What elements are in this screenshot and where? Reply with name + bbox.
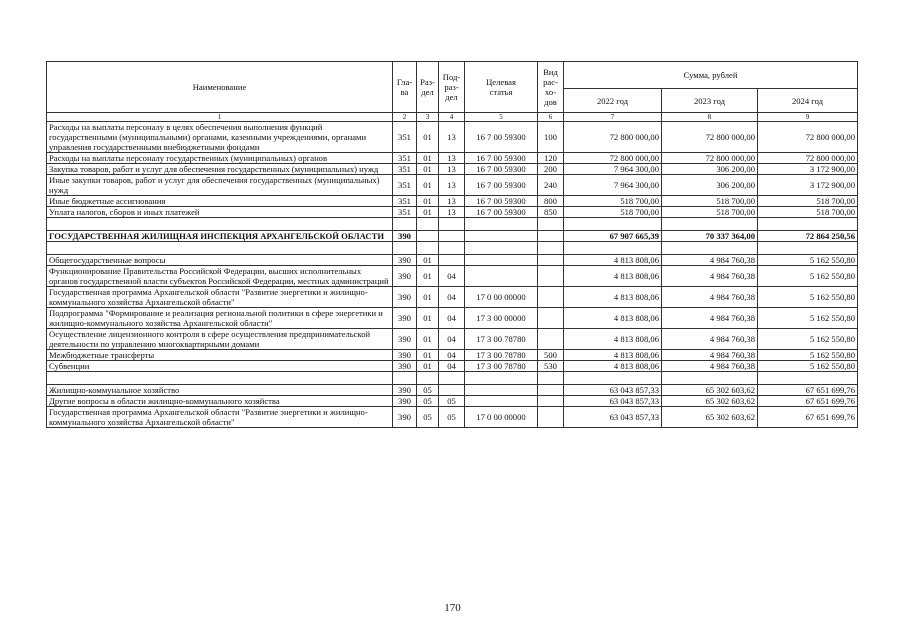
- cell-gl: 390: [393, 350, 417, 361]
- cell-gl: 351: [393, 196, 417, 207]
- cell-y2: 4 984 760,38: [662, 255, 758, 266]
- cell-y2: 65 302 603,62: [662, 396, 758, 407]
- cell-y2: 72 800 000,00: [662, 122, 758, 153]
- cell-pr: 05: [439, 396, 465, 407]
- cell-vr: [538, 287, 564, 308]
- cell-pr: [439, 231, 465, 242]
- cell-cs: 16 7 00 59300: [465, 153, 538, 164]
- cell-y2: 306 200,00: [662, 175, 758, 196]
- cell-y3: 5 162 550,80: [758, 255, 858, 266]
- column-index: 3: [417, 113, 439, 122]
- cell-cs: [465, 372, 538, 385]
- table-row: [47, 266, 858, 287]
- column-index: 5: [465, 113, 538, 122]
- cell-rz: 01: [417, 329, 439, 350]
- cell-name: [47, 372, 393, 385]
- cell-pr: [439, 372, 465, 385]
- cell-name: Другие вопросы в области жилищно-коммунального хозяйства: [47, 396, 393, 407]
- table-row: [47, 164, 858, 175]
- cell-name: [47, 242, 393, 255]
- cell-gl: 390: [393, 361, 417, 372]
- budget-table: [46, 61, 858, 428]
- cell-y2: 65 302 603,62: [662, 385, 758, 396]
- header-year-2024: 2024 год: [758, 89, 858, 113]
- column-index: 2: [393, 113, 417, 122]
- table-row: [47, 196, 858, 207]
- cell-cs: [465, 266, 538, 287]
- cell-vr: 530: [538, 361, 564, 372]
- cell-cs: 16 7 00 59300: [465, 164, 538, 175]
- cell-cs: [465, 231, 538, 242]
- cell-gl: 390: [393, 308, 417, 329]
- cell-name: Функционирование Правительства Российской Федерации, высших исполнительных органов государственной власти субъектов Российской Федерации, местных администраций: [47, 266, 393, 287]
- cell-name: [47, 218, 393, 231]
- cell-y1: 63 043 857,33: [564, 407, 662, 428]
- cell-gl: [393, 372, 417, 385]
- cell-gl: 351: [393, 122, 417, 153]
- cell-rz: [417, 242, 439, 255]
- table-row: [47, 407, 858, 428]
- header-summa: Сумма, рублей: [564, 62, 858, 89]
- cell-pr: 04: [439, 287, 465, 308]
- cell-y1: [564, 218, 662, 231]
- cell-pr: 05: [439, 407, 465, 428]
- cell-cs: 17 0 00 00000: [465, 407, 538, 428]
- cell-rz: 01: [417, 196, 439, 207]
- cell-y3: 72 800 000,00: [758, 153, 858, 164]
- cell-vr: 100: [538, 122, 564, 153]
- cell-y3: 518 700,00: [758, 207, 858, 218]
- cell-vr: 850: [538, 207, 564, 218]
- cell-name: Уплата налогов, сборов и иных платежей: [47, 207, 393, 218]
- cell-cs: 16 7 00 59300: [465, 122, 538, 153]
- cell-rz: 01: [417, 255, 439, 266]
- cell-vr: 120: [538, 153, 564, 164]
- cell-vr: [538, 407, 564, 428]
- cell-y1: [564, 242, 662, 255]
- cell-vr: 240: [538, 175, 564, 196]
- cell-name: Расходы на выплаты персоналу в целях обеспечения выполнения функций государственными (муниципальными) органами, казенными учреждениями, органами управления государственными внебюджетными фондами: [47, 122, 393, 153]
- cell-cs: [465, 218, 538, 231]
- cell-name: Осуществление лицензионного контроля в сфере осуществления предпринимательской деятельности по управлению многоквартирными домами: [47, 329, 393, 350]
- cell-rz: 01: [417, 287, 439, 308]
- cell-pr: [439, 242, 465, 255]
- cell-y1: 72 800 000,00: [564, 153, 662, 164]
- cell-pr: 04: [439, 361, 465, 372]
- cell-gl: 390: [393, 231, 417, 242]
- table-row: [47, 350, 858, 361]
- cell-y2: 518 700,00: [662, 207, 758, 218]
- cell-rz: 01: [417, 207, 439, 218]
- cell-y2: 4 984 760,38: [662, 361, 758, 372]
- cell-name: Общегосударственные вопросы: [47, 255, 393, 266]
- cell-name: Межбюджетные трансферты: [47, 350, 393, 361]
- cell-name: Государственная программа Архангельской области "Развитие энергетики и жилищно-коммунального хозяйства Архангельской области": [47, 287, 393, 308]
- cell-rz: 01: [417, 350, 439, 361]
- cell-y3: 518 700,00: [758, 196, 858, 207]
- header-glava: Гла- ва: [393, 62, 417, 113]
- cell-cs: 17 0 00 00000: [465, 287, 538, 308]
- cell-y3: 3 172 900,00: [758, 164, 858, 175]
- cell-gl: 390: [393, 255, 417, 266]
- cell-rz: 05: [417, 407, 439, 428]
- cell-y3: 5 162 550,80: [758, 287, 858, 308]
- cell-cs: [465, 396, 538, 407]
- table-body: [47, 122, 858, 428]
- cell-y1: 72 800 000,00: [564, 122, 662, 153]
- cell-cs: 16 7 00 59300: [465, 175, 538, 196]
- cell-name: Жилищно-коммунальное хозяйство: [47, 385, 393, 396]
- cell-y1: [564, 372, 662, 385]
- cell-gl: 390: [393, 266, 417, 287]
- cell-y3: 67 651 699,76: [758, 396, 858, 407]
- cell-y3: 72 800 000,00: [758, 122, 858, 153]
- cell-rz: [417, 218, 439, 231]
- cell-pr: 13: [439, 153, 465, 164]
- cell-vr: [538, 266, 564, 287]
- cell-cs: [465, 255, 538, 266]
- column-index: 9: [758, 113, 858, 122]
- cell-name: Расходы на выплаты персоналу государственных (муниципальных) органов: [47, 153, 393, 164]
- blank-row: [47, 242, 858, 255]
- cell-y1: 4 813 808,06: [564, 255, 662, 266]
- cell-cs: 17 3 00 00000: [465, 308, 538, 329]
- blank-row: [47, 372, 858, 385]
- column-index-row: [47, 113, 858, 122]
- header-year-2023: 2023 год: [662, 89, 758, 113]
- cell-rz: 01: [417, 153, 439, 164]
- cell-pr: 04: [439, 266, 465, 287]
- cell-pr: [439, 385, 465, 396]
- column-index: 8: [662, 113, 758, 122]
- cell-y1: 63 043 857,33: [564, 385, 662, 396]
- cell-y2: 4 984 760,38: [662, 266, 758, 287]
- table-row: [47, 396, 858, 407]
- cell-rz: [417, 372, 439, 385]
- cell-vr: [538, 218, 564, 231]
- column-index: 6: [538, 113, 564, 122]
- blank-row: [47, 218, 858, 231]
- page-number: 170: [444, 602, 461, 614]
- cell-vr: [538, 255, 564, 266]
- cell-pr: [439, 218, 465, 231]
- cell-pr: 04: [439, 329, 465, 350]
- cell-y2: [662, 372, 758, 385]
- cell-cs: [465, 242, 538, 255]
- cell-y2: 70 337 364,00: [662, 231, 758, 242]
- cell-cs: 16 7 00 59300: [465, 196, 538, 207]
- cell-y2: 4 984 760,38: [662, 287, 758, 308]
- cell-y1: 67 907 665,39: [564, 231, 662, 242]
- table-row: [47, 308, 858, 329]
- cell-y1: 4 813 808,06: [564, 350, 662, 361]
- cell-pr: 04: [439, 308, 465, 329]
- cell-rz: 01: [417, 361, 439, 372]
- cell-y3: 5 162 550,80: [758, 266, 858, 287]
- cell-y2: 518 700,00: [662, 196, 758, 207]
- header-podrazdel: Под- раз- дел: [439, 62, 465, 113]
- table-row: [47, 122, 858, 153]
- cell-gl: 390: [393, 329, 417, 350]
- cell-gl: 390: [393, 407, 417, 428]
- cell-y2: [662, 242, 758, 255]
- header-year-2022: 2022 год: [564, 89, 662, 113]
- cell-gl: [393, 218, 417, 231]
- cell-vr: 500: [538, 350, 564, 361]
- table-row: [47, 361, 858, 372]
- header-razdel: Раз- дел: [417, 62, 439, 113]
- cell-vr: 200: [538, 164, 564, 175]
- cell-y3: [758, 242, 858, 255]
- header-vid: Вид рас- хо- дов: [538, 62, 564, 113]
- cell-gl: 351: [393, 207, 417, 218]
- cell-y1: 63 043 857,33: [564, 396, 662, 407]
- cell-y3: 72 864 250,56: [758, 231, 858, 242]
- cell-cs: [465, 385, 538, 396]
- cell-pr: 13: [439, 164, 465, 175]
- cell-vr: [538, 308, 564, 329]
- cell-gl: 390: [393, 287, 417, 308]
- cell-gl: 351: [393, 175, 417, 196]
- cell-y3: 5 162 550,80: [758, 350, 858, 361]
- cell-y3: [758, 372, 858, 385]
- cell-vr: 800: [538, 196, 564, 207]
- cell-rz: 01: [417, 175, 439, 196]
- table-row: [47, 153, 858, 164]
- cell-y3: 3 172 900,00: [758, 175, 858, 196]
- cell-y2: 72 800 000,00: [662, 153, 758, 164]
- cell-vr: [538, 372, 564, 385]
- cell-y1: 518 700,00: [564, 207, 662, 218]
- cell-y3: 67 651 699,76: [758, 407, 858, 428]
- cell-cs: 16 7 00 59300: [465, 207, 538, 218]
- cell-cs: 17 3 00 78780: [465, 329, 538, 350]
- cell-rz: 01: [417, 308, 439, 329]
- cell-y1: 4 813 808,06: [564, 308, 662, 329]
- cell-name: Субвенции: [47, 361, 393, 372]
- column-index: 4: [439, 113, 465, 122]
- column-index: 7: [564, 113, 662, 122]
- cell-y3: 5 162 550,80: [758, 361, 858, 372]
- cell-name: Иные бюджетные ассигнования: [47, 196, 393, 207]
- cell-pr: 13: [439, 196, 465, 207]
- cell-y1: 4 813 808,06: [564, 287, 662, 308]
- table-row: [47, 175, 858, 196]
- cell-y1: 4 813 808,06: [564, 329, 662, 350]
- cell-rz: 01: [417, 266, 439, 287]
- cell-pr: [439, 255, 465, 266]
- cell-y3: 67 651 699,76: [758, 385, 858, 396]
- table-row: [47, 207, 858, 218]
- cell-y2: 306 200,00: [662, 164, 758, 175]
- cell-cs: 17 3 00 78780: [465, 361, 538, 372]
- cell-name: Государственная программа Архангельской области "Развитие энергетики и жилищно-коммунального хозяйства Архангельской области": [47, 407, 393, 428]
- table-row: [47, 329, 858, 350]
- cell-rz: 05: [417, 385, 439, 396]
- cell-gl: 390: [393, 396, 417, 407]
- cell-y1: 7 964 300,00: [564, 164, 662, 175]
- cell-pr: 13: [439, 175, 465, 196]
- cell-gl: [393, 242, 417, 255]
- cell-y1: 7 964 300,00: [564, 175, 662, 196]
- cell-rz: 01: [417, 164, 439, 175]
- cell-y1: 4 813 808,06: [564, 361, 662, 372]
- cell-y2: [662, 218, 758, 231]
- cell-y3: [758, 218, 858, 231]
- cell-vr: [538, 396, 564, 407]
- cell-rz: 05: [417, 396, 439, 407]
- cell-y2: 4 984 760,38: [662, 329, 758, 350]
- table-row: [47, 385, 858, 396]
- cell-vr: [538, 385, 564, 396]
- header-celevaya: Целевая статья: [465, 62, 538, 113]
- cell-cs: 17 3 00 78780: [465, 350, 538, 361]
- cell-y2: 4 984 760,38: [662, 350, 758, 361]
- cell-rz: [417, 231, 439, 242]
- cell-gl: 351: [393, 153, 417, 164]
- cell-pr: 13: [439, 122, 465, 153]
- column-index: 1: [47, 113, 393, 122]
- header-name: Наименование: [47, 62, 393, 113]
- cell-pr: 04: [439, 350, 465, 361]
- cell-vr: [538, 242, 564, 255]
- cell-pr: 13: [439, 207, 465, 218]
- table-row: [47, 231, 858, 242]
- cell-name: Подпрограмма "Формирование и реализация региональной политики в сфере энергетики и жилищно-коммунального хозяйства Архангельской области": [47, 308, 393, 329]
- cell-rz: 01: [417, 122, 439, 153]
- table-row: [47, 255, 858, 266]
- cell-y3: 5 162 550,80: [758, 308, 858, 329]
- cell-vr: [538, 231, 564, 242]
- cell-vr: [538, 329, 564, 350]
- cell-gl: 390: [393, 385, 417, 396]
- cell-name: Закупка товаров, работ и услуг для обеспечения государственных (муниципальных) нужд: [47, 164, 393, 175]
- cell-name: ГОСУДАРСТВЕННАЯ ЖИЛИЩНАЯ ИНСПЕКЦИЯ АРХАНГЕЛЬСКОЙ ОБЛАСТИ: [47, 231, 393, 242]
- cell-y2: 65 302 603,62: [662, 407, 758, 428]
- cell-y3: 5 162 550,80: [758, 329, 858, 350]
- cell-y1: 4 813 808,06: [564, 266, 662, 287]
- cell-y2: 4 984 760,38: [662, 308, 758, 329]
- cell-name: Иные закупки товаров, работ и услуг для обеспечения государственных (муниципальных) нужд: [47, 175, 393, 196]
- cell-gl: 351: [393, 164, 417, 175]
- table-row: [47, 287, 858, 308]
- cell-y1: 518 700,00: [564, 196, 662, 207]
